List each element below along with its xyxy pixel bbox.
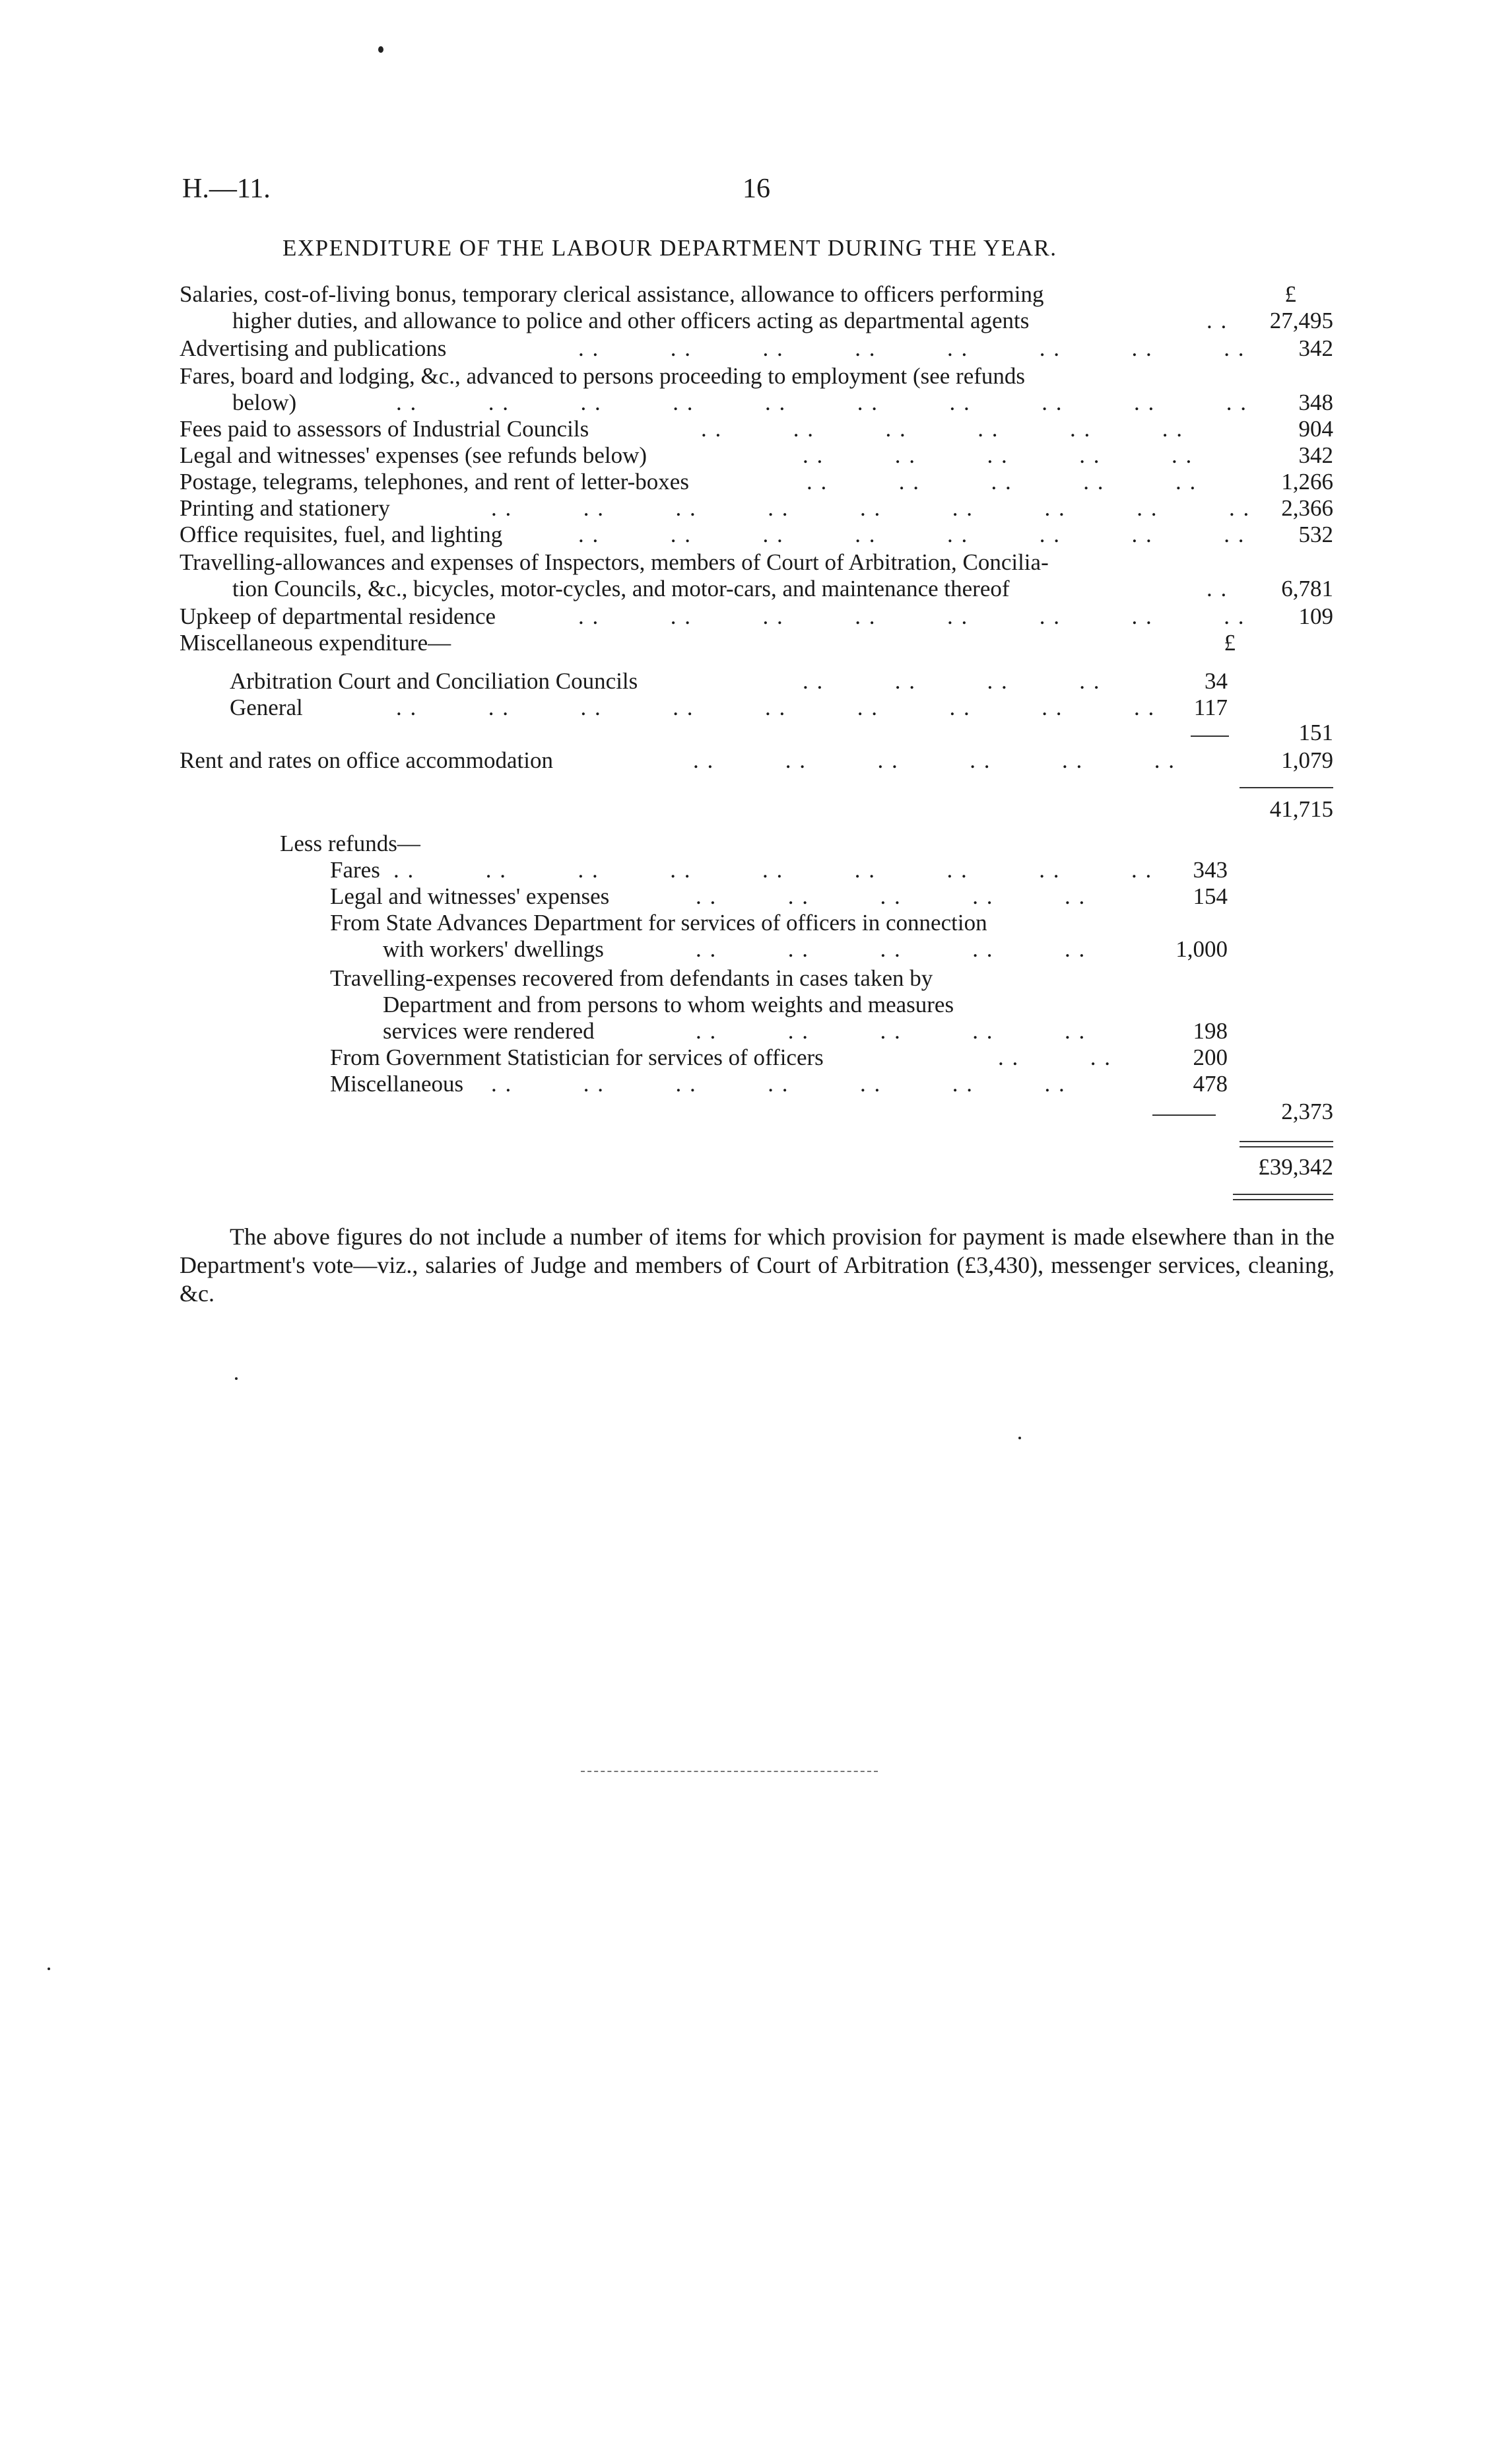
misc-general-label: General (230, 695, 303, 720)
leader-dots: . . . . . . . . (803, 668, 1101, 694)
item-travelling-line1: Travelling-allowances and expenses of Inspectors, members of Court of Arbitration, Concilia- (180, 549, 1049, 575)
net-total-rule-bottom-2 (1233, 1199, 1333, 1200)
leader-dots: . . . . . . . . . . (807, 469, 1197, 495)
leader-dots: . . . . . . . . . . . . . . . . . . (491, 495, 1251, 521)
scan-speck (378, 46, 383, 53)
refund-misc-label: Miscellaneous (330, 1071, 464, 1097)
item-salaries-line2: higher duties, and allowance to police and other officers acting as departmental agents (232, 308, 1030, 333)
item-fares-line2: below) (232, 390, 297, 415)
leader-dots: . . . . . . . . . . . . (693, 747, 1175, 773)
item-salaries-amount: 27,495 (1269, 308, 1333, 333)
refund-travelling-amount: 198 (1193, 1018, 1228, 1044)
leader-dots: . . . . . . . . . . . . . . . . (578, 522, 1245, 547)
net-total-rule-top-2 (1240, 1146, 1333, 1147)
leader-dots: . . . . . . . . . . (696, 1018, 1086, 1044)
item-office-label: Office requisites, fuel, and lighting (180, 522, 503, 547)
leader-dots: . . . . . . . . . . . . . . . . (578, 335, 1245, 361)
item-advertising-amount: 342 (1298, 335, 1333, 361)
gross-total-rule (1240, 787, 1333, 788)
gross-total: 41,715 (1269, 796, 1333, 822)
refund-state-advances-line1: From State Advances Department for services of officers in connection (330, 910, 987, 936)
misc-arbitration-label: Arbitration Court and Conciliation Councils (230, 668, 638, 694)
item-postage-label: Postage, telegrams, telephones, and rent of letter-boxes (180, 469, 689, 495)
net-total-rule-bottom (1233, 1194, 1333, 1195)
item-fees-amount: 904 (1298, 416, 1333, 442)
refund-statistician-label: From Government Statistician for services of officers (330, 1044, 824, 1070)
leader-dots: . . . . (998, 1044, 1111, 1070)
item-advertising-label: Advertising and publications (180, 335, 447, 361)
refund-legal-amount: 154 (1193, 883, 1228, 909)
misc-total: 151 (1298, 720, 1333, 745)
item-salaries-line1: Salaries, cost-of-living bonus, temporary clerical assistance, allowance to officers performing (180, 281, 1044, 307)
refunds-total: 2,373 (1281, 1099, 1333, 1124)
misc-arbitration-amount: 34 (1205, 668, 1228, 694)
refund-misc-amount: 478 (1193, 1071, 1228, 1097)
item-office-amount: 532 (1298, 522, 1333, 547)
rent-amount: 1,079 (1281, 747, 1333, 773)
item-travelling-amount: 6,781 (1281, 576, 1333, 601)
item-fees-label: Fees paid to assessors of Industrial Councils (180, 416, 589, 442)
currency-header: £ (1284, 281, 1296, 307)
item-printing-label: Printing and stationery (180, 495, 390, 521)
leader-dots: . . . . . . . . . . (696, 883, 1086, 909)
refund-travelling-line3: services were rendered (383, 1018, 595, 1044)
item-fares-line1: Fares, board and lodging, &c., advanced to persons proceeding to employment (see refunds (180, 363, 1026, 389)
item-legal-label: Legal and witnesses' expenses (see refunds below) (180, 442, 647, 468)
net-total-rule-top (1240, 1141, 1333, 1142)
refund-state-advances-line2: with workers' dwellings (383, 936, 604, 962)
scan-speck (1018, 1437, 1021, 1439)
leader-dots: . . . . . . . . . . . . . . . . . . (393, 857, 1153, 883)
item-legal-amount: 342 (1298, 442, 1333, 468)
refund-statistician-amount: 200 (1193, 1044, 1228, 1070)
item-upkeep-amount: 109 (1298, 603, 1333, 629)
closing-rule (581, 1771, 878, 1772)
document-reference: H.—11. (182, 174, 271, 204)
leader-dots: . . . . . . . . . . . . . . . . . . (396, 695, 1156, 720)
leader-dots: . . . . . . . . . . . . (701, 416, 1183, 442)
leader-dots: . . . . . . . . . . (696, 936, 1086, 962)
scan-speck (48, 1968, 50, 1970)
leader-dots: . . (1207, 576, 1228, 601)
scan-speck (235, 1377, 238, 1380)
refund-state-advances-amount: 1,000 (1175, 936, 1228, 962)
misc-subtotal-rule (1191, 736, 1229, 737)
item-postage-amount: 1,266 (1281, 469, 1333, 495)
leader-dots: . . . . . . . . . . (803, 442, 1193, 468)
refund-fares-amount: 343 (1193, 857, 1228, 883)
item-printing-amount: 2,366 (1281, 495, 1333, 521)
footnote-paragraph: The above figures do not include a number of items for which provision for payment is made elsewhere than in the Department's vote—viz., salaries of Judge and members of Court of Arbitration (£3,430), messenger services, cleaning, &c. (180, 1223, 1335, 1307)
misc-label: Miscellaneous expenditure— (180, 630, 451, 656)
leader-dots: . . . . . . . . . . . . . . . . . . . . (396, 390, 1247, 415)
leader-dots: . . . . . . . . . . . . . . (491, 1071, 1066, 1097)
misc-general-amount: 117 (1193, 695, 1228, 720)
rent-label: Rent and rates on office accommodation (180, 747, 553, 773)
refunds-label: Less refunds— (280, 831, 420, 856)
item-travelling-line2: tion Councils, &c., bicycles, motor-cycles, and motor-cars, and maintenance thereof (232, 576, 1010, 601)
net-total: £39,342 (1258, 1154, 1333, 1180)
leader-dots: . . (1207, 308, 1228, 333)
leader-dots: . . . . . . . . . . . . . . . . (578, 603, 1245, 629)
refund-legal-label: Legal and witnesses' expenses (330, 883, 610, 909)
item-fares-amount: 348 (1298, 390, 1333, 415)
refund-travelling-line2: Department and from persons to whom weights and measures (383, 992, 954, 1017)
item-upkeep-label: Upkeep of departmental residence (180, 603, 496, 629)
table-title: EXPENDITURE OF THE LABOUR DEPARTMENT DURING THE YEAR. (282, 235, 1057, 261)
refunds-subtotal-rule (1152, 1114, 1216, 1116)
misc-currency: £ (1224, 630, 1236, 656)
page-number: 16 (743, 174, 770, 204)
refund-fares-label: Fares (330, 857, 380, 883)
refund-travelling-line1: Travelling-expenses recovered from defendants in cases taken by (330, 965, 933, 991)
